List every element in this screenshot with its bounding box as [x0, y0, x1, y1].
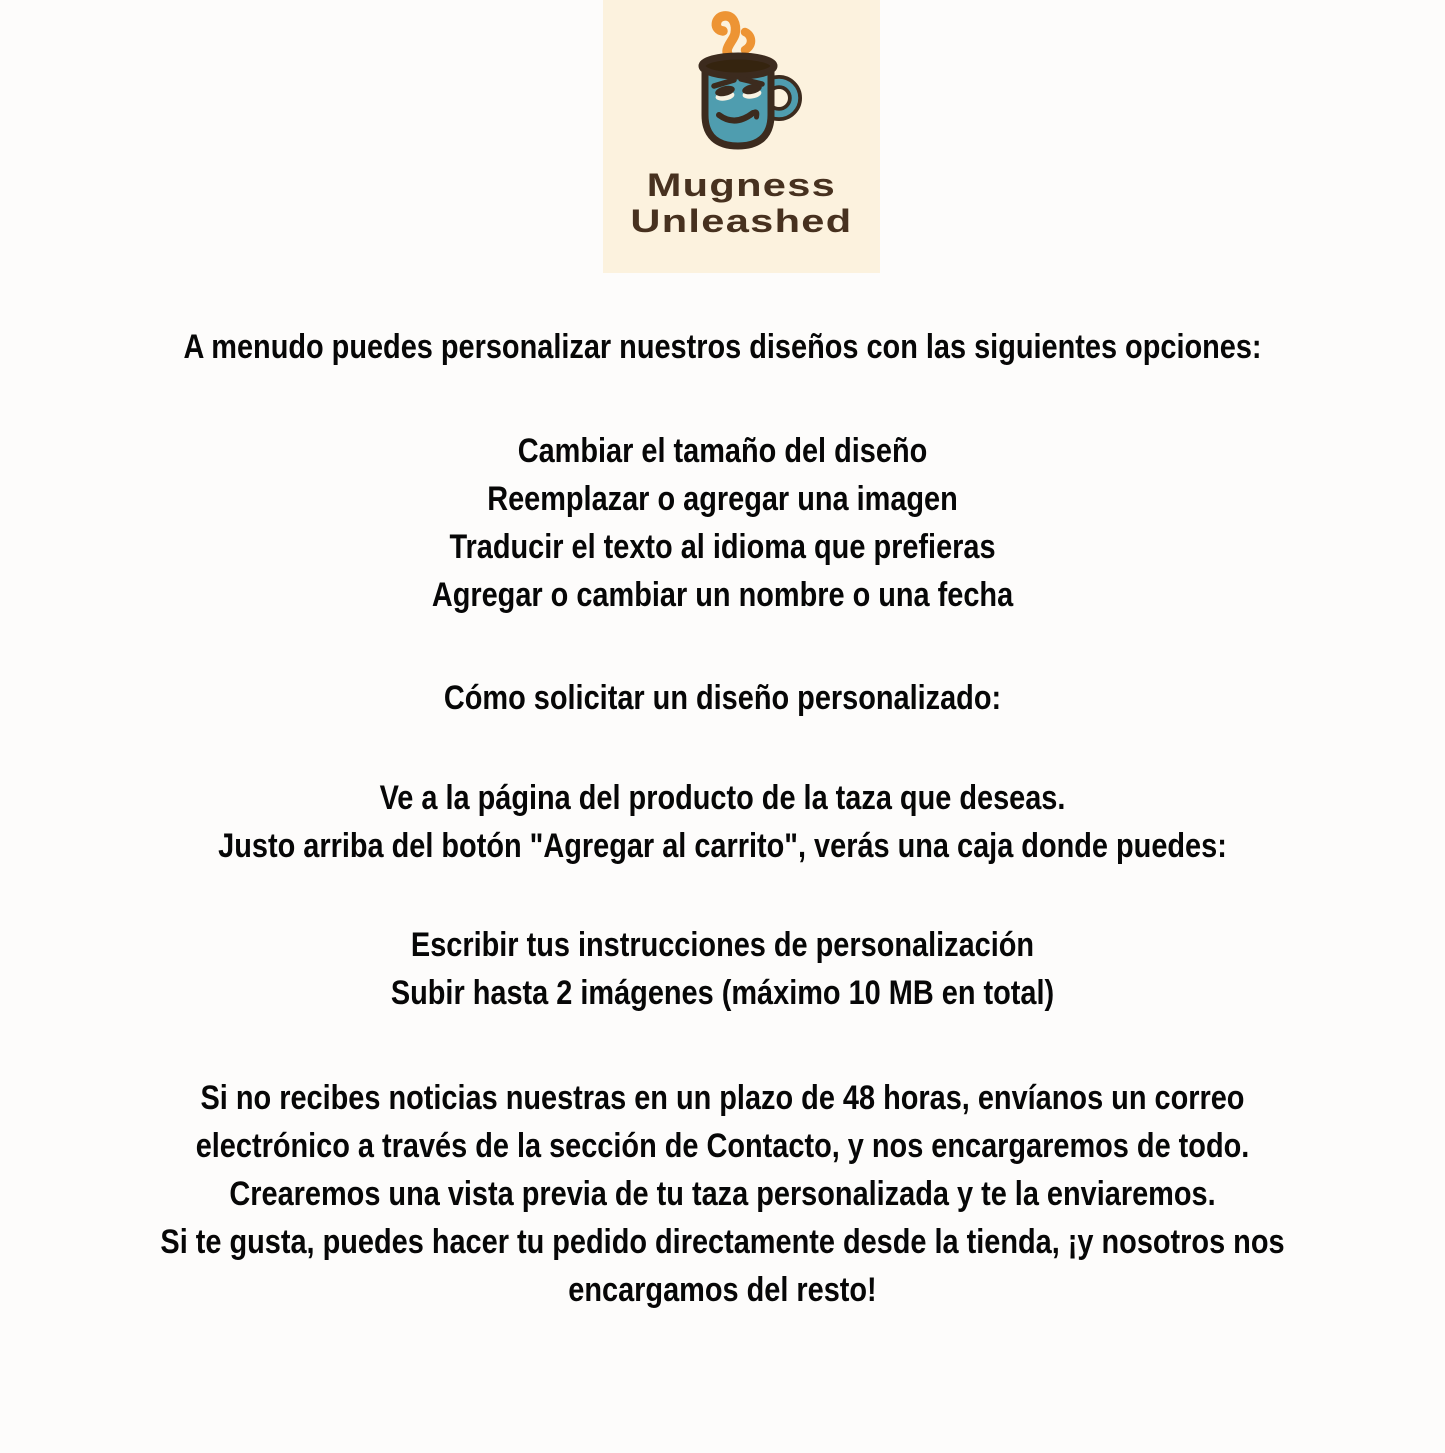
brand-line-2: Unleashed: [630, 203, 853, 239]
flyer-text: [0, 323, 1445, 1314]
how-title-line: Cómo solicitar un diseño personalizado:: [443, 679, 1002, 717]
how-to-section-title: [0, 674, 1445, 722]
brand-logo-box: [603, 0, 880, 273]
option-line: Agregar o cambiar un nombre o una fecha: [431, 576, 1014, 614]
step-line: Justo arriba del botón "Agregar al carrito", verás una caja donde puedes:: [218, 827, 1227, 865]
step-line: Ve a la página del producto de la taza que deseas.: [379, 779, 1066, 817]
customization-options-list: [0, 427, 1445, 619]
brand-name: [630, 167, 853, 239]
box-option-line: Escribir tus instrucciones de personalización: [410, 926, 1035, 964]
intro-line: A menudo puedes personalizar nuestros diseños con las siguientes opciones:: [183, 328, 1262, 366]
steam-icon: [716, 16, 751, 58]
closing-paragraph: [0, 1074, 1445, 1314]
box-options-list: [0, 921, 1445, 1017]
closing-line: electrónico a través de la sección de Contacto, y nos encargaremos de todo.: [195, 1127, 1250, 1165]
closing-line: Crearemos una vista previa de tu taza personalizada y te la enviaremos.: [229, 1175, 1216, 1213]
closing-line: encargamos del resto!: [568, 1271, 877, 1309]
box-option-line: Subir hasta 2 imágenes (máximo 10 MB en total): [390, 974, 1055, 1012]
mug-logo-icon: [675, 4, 809, 166]
request-steps: [0, 774, 1445, 870]
closing-line: Si te gusta, puedes hacer tu pedido directamente desde la tienda, ¡y nosotros nos: [160, 1223, 1285, 1261]
option-line: Cambiar el tamaño del diseño: [517, 432, 928, 470]
brand-line-1: Mugness: [646, 167, 837, 203]
option-line: Traducir el texto al idioma que prefieras: [449, 528, 996, 566]
option-line: Reemplazar o agregar una imagen: [487, 480, 958, 518]
closing-line: Si no recibes noticias nuestras en un plazo de 48 horas, envíanos un correo: [200, 1079, 1245, 1117]
mug-rim: [702, 56, 774, 76]
